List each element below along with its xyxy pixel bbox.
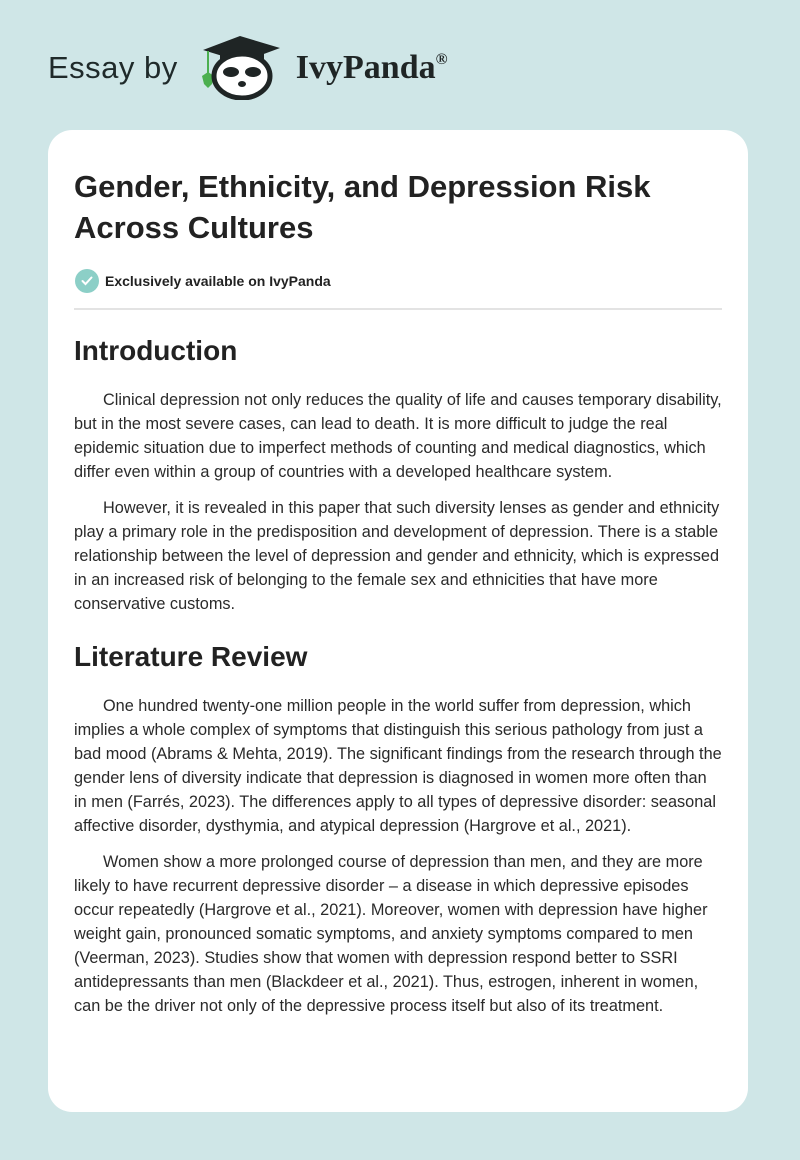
registered-mark: ® [435, 51, 448, 68]
ivypanda-brand [296, 49, 448, 87]
paragraph: One hundred twenty-one million people in the world suffer from depression, which implies a whole complex of symptoms that distinguish this serious pathology from just a bad mood (Abrams & Mehta, 2019). The significant findings from the research through the gender lens of diversity indicate that depression is diagnosed in women more often than in men (Farrés, 2023). The differences apply to all types of depressive disorder: seasonal affective disorder, dysthymia, and atypical depression (Hargrove et al., 2021). [74, 697, 722, 835]
divider [74, 308, 722, 310]
ivypanda-logo-icon[interactable] [198, 36, 288, 100]
section-heading-literature-review: Literature Review [74, 641, 308, 672]
paragraph: Women show a more prolonged course of depression than men, and they are more likely to have recurrent depressive disorder – a disease in which depressive episodes occur repeatedly (Hargrove et al., 2021). Moreover, women with depression have higher weight gain, pronounced somatic symptoms, and anxiety symptoms compared to men (Veerman, 2023). Studies show that women with depression respond better to SSRI antidepressants than men (Blackdeer et al., 2021). Thus, estrogen, inherent in women, can be the driver not only of the depressive process itself but also of its treatment. [74, 853, 708, 1015]
exclusive-badge [74, 266, 722, 296]
section-heading-introduction: Introduction [74, 335, 238, 366]
brand-name: IvyPanda [295, 49, 436, 86]
essay-by-label: Essay by [48, 50, 178, 85]
exclusive-badge-text: Exclusively available on IvyPanda [105, 273, 331, 289]
site-header [48, 36, 448, 100]
paragraph: Clinical depression not only reduces the quality of life and causes temporary disability, but in the most severe cases, can lead to death. It is more difficult to judge the real epidemic situation due to imperfect methods of counting and medical diagnostics, which differ even within a group of countries with a developed healthcare system. [74, 391, 722, 481]
page-title: Gender, Ethnicity, and Depression Risk Across Cultures [74, 169, 651, 245]
check-circle-icon [75, 269, 99, 293]
essay-card [48, 130, 748, 1112]
paragraph: However, it is revealed in this paper that such diversity lenses as gender and ethnicity play a primary role in the predisposition and development of depression. There is a stable relationship between the level of depression and gender and ethnicity, which is expressed in an increased risk of belonging to the female sex and ethnicities that have more conservative customs. [74, 499, 720, 613]
